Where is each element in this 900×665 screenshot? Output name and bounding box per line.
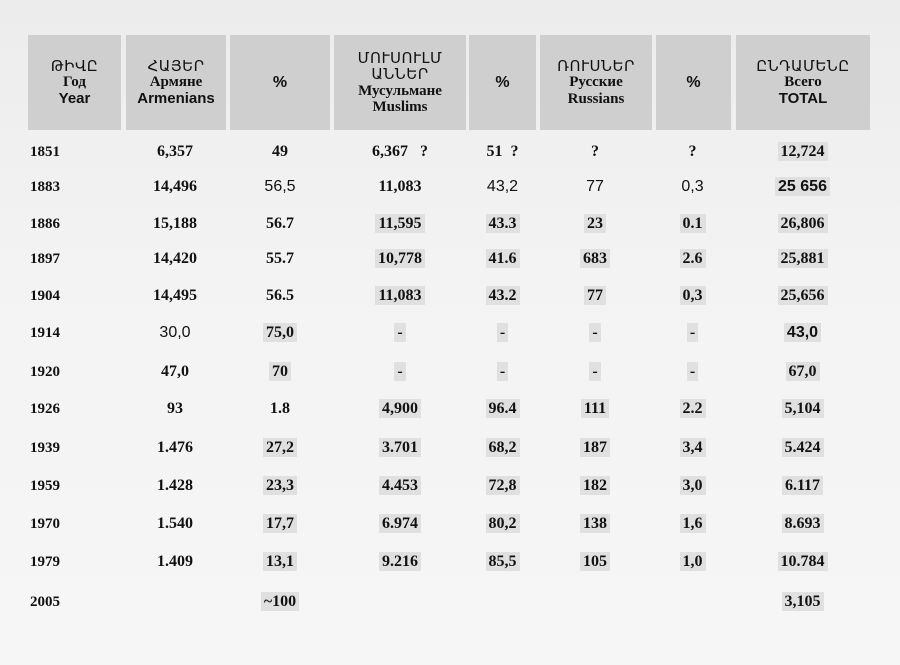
year-cell: 2005 [30, 594, 60, 610]
year-cell: 1897 [30, 251, 60, 267]
muslims-cell: 11,083 [335, 281, 465, 311]
muslims-cell: 11,083 [378, 178, 422, 195]
russians-pct-cell: 0,3 [655, 281, 730, 311]
russians-pct-cell: 0,3 [681, 178, 704, 195]
year-cell: 1883 [30, 179, 60, 195]
muslims-pct-cell: 72,8 [470, 471, 535, 501]
armenians-pct-cell: 1.8 [270, 400, 290, 417]
armenians-cell: 1.540 [157, 515, 193, 532]
table-row [0, 172, 900, 202]
russians-cell: 23 [540, 209, 650, 239]
armenians-cell: 1.428 [157, 477, 193, 494]
total-cell: 10.784 [735, 547, 870, 577]
armenians-cell: 14,495 [153, 287, 197, 304]
table-row [0, 547, 900, 577]
table-row [0, 281, 900, 311]
header-pct-muslims [469, 35, 536, 130]
muslims-pct-cell: - [470, 318, 535, 348]
armenians-pct-cell: 13,1 [230, 547, 330, 577]
muslims-pct-cell [470, 587, 535, 617]
year-cell: 1914 [30, 325, 60, 341]
year-cell: 1959 [30, 478, 60, 494]
russians-pct-cell: 1,6 [655, 509, 730, 539]
header-pct-armenians [230, 35, 330, 130]
header-year-armenian: ԹԻՎԸ [50, 57, 99, 76]
header-pct-russians [656, 35, 731, 130]
armenians-pct-cell: 23,3 [230, 471, 330, 501]
russians-pct-cell: 2.6 [655, 244, 730, 274]
header-total-armenian: ԸՆԴԱՄԵՆԸ [756, 57, 850, 76]
header-total-russian: Всего [784, 74, 822, 91]
russians-pct-cell: 1,0 [655, 547, 730, 577]
table-row [0, 357, 900, 387]
year-cell: 1904 [30, 288, 60, 304]
header-russians [540, 35, 652, 130]
table-row [0, 587, 900, 617]
armenians-pct-cell: 56.5 [266, 287, 294, 304]
russians-pct-cell: 3,0 [655, 471, 730, 501]
header-year-english: Year [58, 89, 91, 107]
muslims-cell: 11,595 [335, 209, 465, 239]
muslims-cell: - [335, 318, 465, 348]
russians-pct-cell: 3,4 [655, 433, 730, 463]
armenians-pct-cell: 17,7 [230, 509, 330, 539]
header-russians-armenian: ՌՈՒՍՆԵՐ [557, 57, 635, 76]
year-cell: 1939 [30, 440, 60, 456]
armenians-pct-cell: 27,2 [230, 433, 330, 463]
header-armenians-armenian: ՀԱՅԵՐ [147, 57, 205, 76]
muslims-pct-cell: 80,2 [470, 509, 535, 539]
muslims-cell: 3.701 [335, 433, 465, 463]
russians-cell: 138 [540, 509, 650, 539]
muslims-pct-cell: 43,2 [486, 178, 519, 195]
armenians-pct-cell: 56,5 [264, 178, 296, 195]
header-muslims [334, 35, 466, 130]
russians-pct-cell: - [655, 318, 730, 348]
header-pct-label: % [272, 73, 288, 91]
total-cell: 25,881 [735, 244, 870, 274]
header-muslims-russian: Мусульмане [358, 82, 442, 99]
armenians-pct-cell: 56.7 [266, 215, 294, 232]
russians-cell: - [540, 318, 650, 348]
header-russians-russian: Русские [569, 74, 623, 91]
table-row [0, 137, 900, 167]
header-muslims-armenian-1: ՄՈՒՍՈՒԼՄ [357, 49, 443, 68]
header-year-russian: Год [63, 74, 86, 91]
russians-pct-cell: 0.1 [655, 209, 730, 239]
armenians-cell [125, 587, 225, 617]
table-row [0, 318, 900, 348]
total-cell: 5,104 [735, 394, 870, 424]
armenians-cell: 15,188 [153, 215, 197, 232]
armenians-pct-cell: 75,0 [230, 318, 330, 348]
russians-cell: 77 [540, 281, 650, 311]
muslims-pct-cell: 68,2 [470, 433, 535, 463]
armenians-cell: 1.409 [157, 553, 193, 570]
russians-cell: - [540, 357, 650, 387]
year-cell: 1851 [30, 144, 60, 160]
armenians-pct-cell: 49 [272, 143, 288, 160]
muslims-pct-cell: 51 ? [486, 143, 519, 160]
total-cell: 43,0 [735, 318, 870, 348]
total-cell: 67,0 [735, 357, 870, 387]
armenians-pct-cell: ~100 [230, 587, 330, 617]
total-cell: 3,105 [735, 587, 870, 617]
year-cell: 1970 [30, 516, 60, 532]
armenians-pct-cell: 55.7 [266, 250, 294, 267]
header-armenians-english: Armenians [137, 89, 215, 107]
table-row [0, 509, 900, 539]
table-row [0, 394, 900, 424]
header-pct-label: % [495, 73, 510, 91]
muslims-cell: 4,900 [335, 394, 465, 424]
muslims-pct-cell: 96.4 [470, 394, 535, 424]
muslims-cell: 4.453 [335, 471, 465, 501]
armenians-cell: 14,420 [153, 250, 197, 267]
russians-pct-cell [655, 587, 730, 617]
year-cell: 1920 [30, 364, 60, 380]
header-total [736, 35, 870, 130]
year-cell: 1886 [30, 216, 60, 232]
armenians-cell: 30,0 [159, 324, 191, 341]
armenians-cell: 14,496 [153, 178, 197, 195]
armenians-cell: 47,0 [161, 363, 189, 380]
muslims-cell: 6.974 [335, 509, 465, 539]
total-cell: 26,806 [735, 209, 870, 239]
total-cell: 25,656 [735, 281, 870, 311]
muslims-pct-cell: 85,5 [470, 547, 535, 577]
russians-pct-cell: - [655, 357, 730, 387]
header-muslims-english: Muslims [372, 98, 428, 115]
header-armenians [126, 35, 226, 130]
muslims-pct-cell: 43.3 [470, 209, 535, 239]
russians-cell: 105 [540, 547, 650, 577]
armenians-cell: 6,357 [157, 143, 193, 160]
header-armenians-russian: Армяне [149, 74, 203, 91]
year-cell: 1926 [30, 401, 60, 417]
muslims-cell: 10,778 [335, 244, 465, 274]
table-row [0, 471, 900, 501]
muslims-cell: 9.216 [335, 547, 465, 577]
armenians-pct-cell: 70 [230, 357, 330, 387]
total-cell: 12,724 [735, 137, 870, 167]
russians-pct-cell: ? [688, 143, 697, 160]
total-cell: 8.693 [735, 509, 870, 539]
muslims-pct-cell: 43.2 [470, 281, 535, 311]
muslims-cell [335, 587, 465, 617]
russians-cell [540, 587, 650, 617]
russians-pct-cell: 2.2 [655, 394, 730, 424]
header-pct-label: % [686, 73, 701, 91]
muslims-cell: 6,367 ? [372, 143, 428, 160]
header-total-english: TOTAL [778, 89, 828, 107]
russians-cell: 187 [540, 433, 650, 463]
muslims-pct-cell: - [470, 357, 535, 387]
muslims-cell: - [335, 357, 465, 387]
header-year [28, 35, 121, 130]
armenians-cell: 93 [167, 400, 183, 417]
russians-cell: ? [591, 143, 599, 160]
header-russians-english: Russians [567, 90, 625, 107]
table-row [0, 209, 900, 239]
russians-cell: 683 [540, 244, 650, 274]
table-row [0, 433, 900, 463]
total-cell: 6.117 [735, 471, 870, 501]
muslims-pct-cell: 41.6 [470, 244, 535, 274]
russians-cell: 182 [540, 471, 650, 501]
russians-cell: 111 [540, 394, 650, 424]
russians-cell: 77 [586, 178, 604, 195]
header-muslims-armenian-2: ԱՆՆԵՐ [371, 65, 429, 84]
total-cell: 5.424 [735, 433, 870, 463]
armenians-cell: 1.476 [157, 439, 193, 456]
total-cell: 25 656 [735, 172, 870, 202]
table-row [0, 244, 900, 274]
year-cell: 1979 [30, 554, 60, 570]
